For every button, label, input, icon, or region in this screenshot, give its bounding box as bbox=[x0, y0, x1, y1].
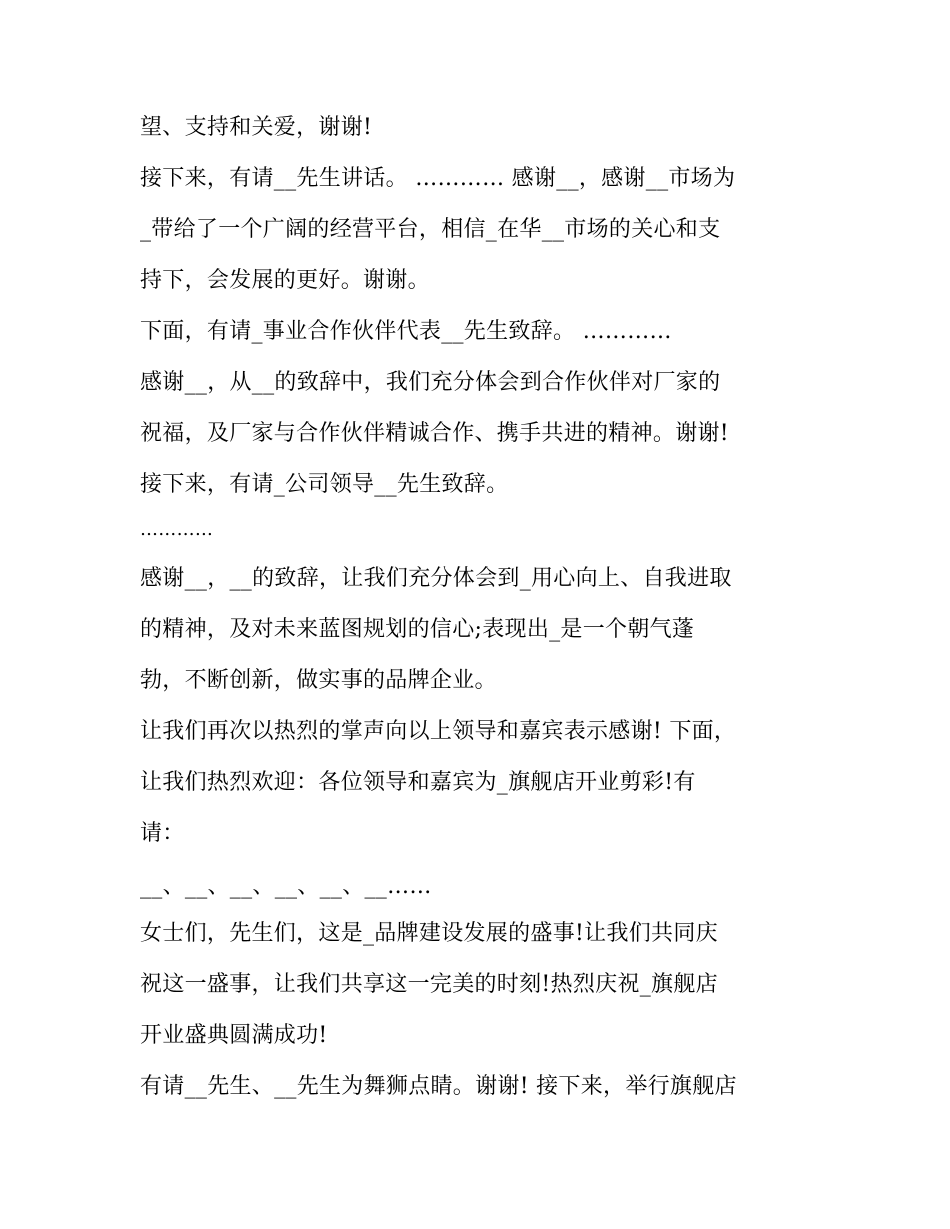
text-line: ………… bbox=[140, 519, 214, 540]
text-line: 感谢__，从__的致辞中，我们充分体会到合作伙伴对厂家的 bbox=[140, 370, 721, 395]
text-line: 下面，有请_事业合作伙伴代表__先生致辞。 ………… bbox=[140, 319, 672, 344]
text-line: 请： bbox=[140, 821, 185, 846]
text-line: 望、支持和关爱，谢谢! bbox=[140, 115, 373, 140]
text-line: 接下来，有请__先生讲话。 ………… 感谢__，感谢__市场为 bbox=[140, 166, 736, 191]
text-line: 开业盛典圆满成功! bbox=[140, 1023, 328, 1048]
text-line: __、__、__、__、__、__…… bbox=[140, 874, 432, 899]
text-line: 有请__先生、__先生为舞狮点睛。谢谢! 接下来，举行旗舰店 bbox=[140, 1074, 737, 1099]
text-line: 勃，不断创新，做实事的品牌企业。 bbox=[140, 668, 497, 693]
text-line: 持下，会发展的更好。谢谢。 bbox=[140, 268, 430, 293]
text-line: _带给了一个广阔的经营平台，相信_在华__市场的关心和支 bbox=[140, 217, 721, 242]
text-line: 让我们再次以热烈的掌声向以上领导和嘉宾表示感谢! 下面， bbox=[140, 719, 737, 744]
text-line: 接下来，有请_公司领导__先生致辞。 bbox=[140, 472, 509, 497]
text-line: 让我们热烈欢迎：各位领导和嘉宾为_旗舰店开业剪彩!有 bbox=[140, 770, 696, 795]
text-line: 祝福，及厂家与合作伙伴精诚合作、携手共进的精神。谢谢! bbox=[140, 421, 729, 446]
text-line: 感谢__，__的致辞，让我们充分体会到_用心向上、自我进取 bbox=[140, 566, 732, 591]
text-line: 的精神，及对未来蓝图规划的信心;表现出_是一个朝气蓬 bbox=[140, 617, 695, 642]
text-line: 女士们，先生们，这是_品牌建设发展的盛事!让我们共同庆 bbox=[140, 921, 718, 946]
text-line: 祝这一盛事，让我们共享这一完美的时刻!热烈庆祝_旗舰店 bbox=[140, 972, 718, 997]
